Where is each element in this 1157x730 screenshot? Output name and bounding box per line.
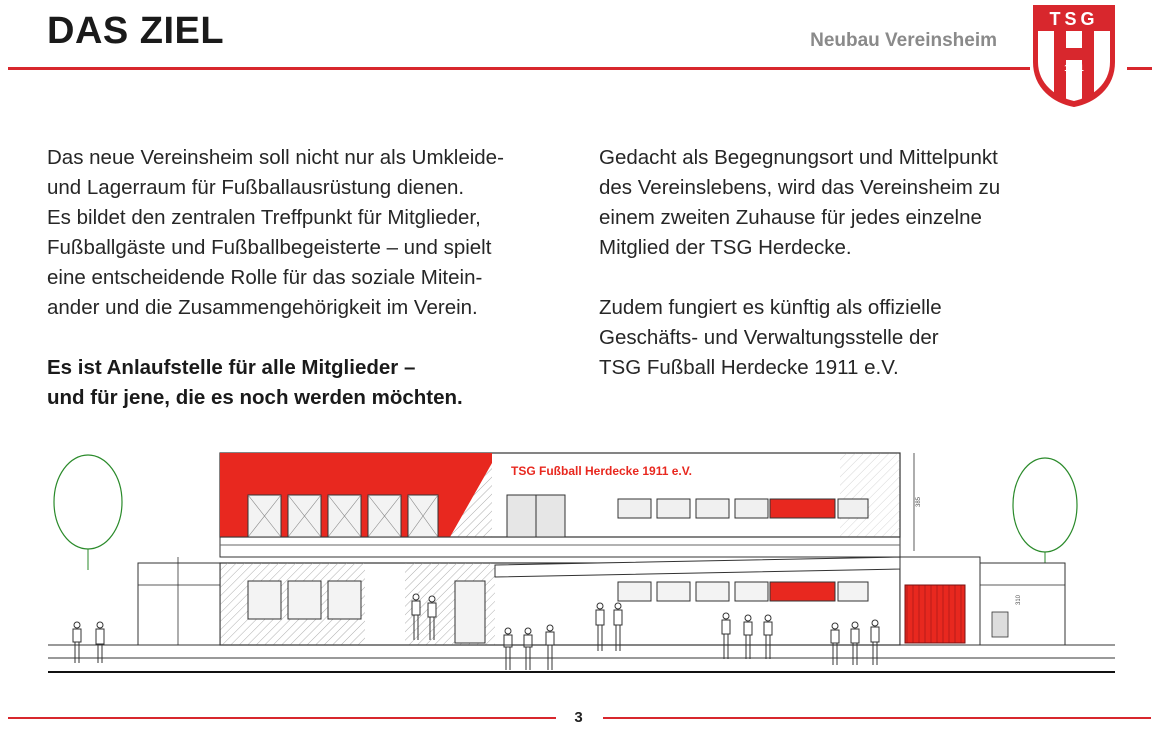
highlight-statement	[47, 353, 572, 413]
text-line: Mitglied der TSG Herdecke.	[599, 236, 852, 259]
text-line: Fußballgäste und Fußballbegeisterte – und spielt	[47, 236, 492, 259]
header-rule-left	[8, 67, 1030, 70]
text-line: Das neue Vereinsheim soll nicht nur als Umkleide-	[47, 146, 504, 169]
text-line: des Vereinslebens, wird das Vereinsheim zu	[599, 176, 1001, 199]
footer-rule-right	[603, 717, 1151, 719]
text-line: TSG Fußball Herdecke 1911 e.V.	[599, 356, 899, 379]
dimension-label-side: 310	[1016, 594, 1022, 605]
left-annex	[138, 563, 220, 645]
tree-left	[54, 455, 122, 549]
intro-paragraph	[47, 143, 572, 323]
page-number: 3	[574, 709, 583, 726]
header-rule-right	[1127, 67, 1152, 70]
purpose-paragraph	[599, 143, 1119, 263]
text-line: und für jene, die es noch werden möchten.	[47, 386, 463, 409]
text-line: Es ist Anlaufstelle für alle Mitglieder –	[47, 356, 416, 379]
dimension-label-upper: 385	[916, 496, 922, 507]
facade-sign: TSG Fußball Herdecke 1911 e.V.	[511, 464, 692, 478]
left-column	[47, 143, 572, 413]
text-line: Es bildet den zentralen Treffpunkt für Mitglieder,	[47, 206, 481, 229]
text-line: eine entscheidende Rolle für das soziale Mitein-	[47, 266, 483, 289]
text-line: ander und die Zusammengehörigkeit im Verein.	[47, 296, 478, 319]
balcony-railing	[220, 537, 900, 557]
text-line: Gedacht als Begegnungsort und Mittelpunkt	[599, 146, 998, 169]
text-line: und Lagerraum für Fußballausrüstung dienen.	[47, 176, 465, 199]
crest-year: 1911	[1064, 63, 1084, 73]
office-paragraph	[599, 293, 1119, 383]
text-line: Geschäfts- und Verwaltungsstelle der	[599, 326, 939, 349]
crest-letters: TSG	[1049, 9, 1099, 29]
right-column	[599, 143, 1119, 383]
text-line: Zudem fungiert es künftig als offizielle	[599, 296, 942, 319]
tree-right	[1013, 458, 1077, 552]
text-line: einem zweiten Zuhause für jedes einzelne	[599, 206, 982, 229]
tsg-crest-logo	[1032, 4, 1116, 108]
page-title: DAS ZIEL	[47, 10, 225, 52]
clubhouse-elevation-drawing	[40, 445, 1120, 685]
page-subtitle: Neubau Vereinsheim	[810, 30, 997, 51]
